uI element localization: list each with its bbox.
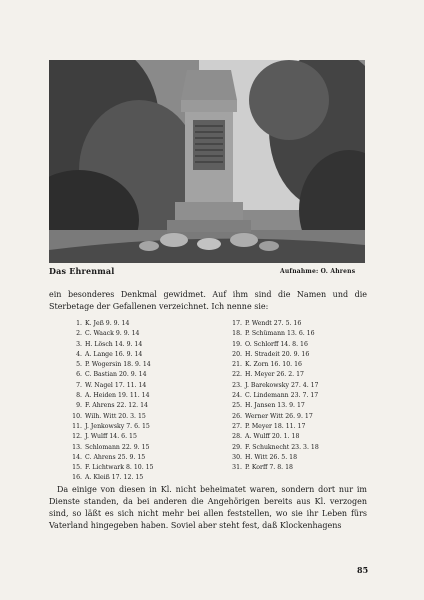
entry-number: 3. xyxy=(76,340,82,348)
name-entry xyxy=(68,350,208,360)
entry-number: 1. xyxy=(76,320,82,327)
name-entry xyxy=(228,453,368,463)
entry-name-date: K. Zorn 16. 10. 16 xyxy=(245,361,302,369)
entry-name-date: F. Schuknecht 23. 3. 18 xyxy=(245,443,319,451)
name-entry xyxy=(68,412,208,422)
name-entry xyxy=(228,350,368,360)
photo-credit: Aufnahme: O. Ahrens xyxy=(280,268,356,275)
entry-name-date: Wilh. Witt 20. 3. 15 xyxy=(85,412,146,420)
entry-name-date: J. Wulff 14. 6. 15 xyxy=(85,433,137,441)
entry-name-date: F. Lichtwark 8. 10. 15 xyxy=(85,464,154,472)
closing-paragraph xyxy=(49,484,367,532)
name-entry xyxy=(228,401,368,411)
entry-number: 17. xyxy=(232,320,242,327)
name-entry xyxy=(68,329,208,339)
entry-number: 31. xyxy=(232,464,242,472)
intro-text: ein besonderes Denkmal gewidmet. Auf ihm sind die Namen und die Sterbetage der Gefallenen verzeichnet. Ich nenne sie: xyxy=(49,290,367,311)
entry-number: 15. xyxy=(72,464,82,472)
entry-number: 23. xyxy=(232,381,242,389)
entry-name-date: J. Jenkowsky 7. 6. 15 xyxy=(85,422,150,430)
entry-name-date: Werner Witt 26. 9. 17 xyxy=(245,412,313,420)
entry-name-date: C. Waack 9. 9. 14 xyxy=(85,330,140,338)
entry-name-date: W. Nagel 17. 11. 14 xyxy=(85,381,147,389)
entry-name-date: J. Barekowsky 27. 4. 17 xyxy=(245,381,319,389)
name-entry xyxy=(68,319,208,329)
name-entry xyxy=(68,360,208,370)
name-entry xyxy=(68,401,208,411)
entry-name-date: H. Meyer 26. 2. 17 xyxy=(245,371,304,379)
entry-name-date: P. Korff 7. 8. 18 xyxy=(245,464,293,472)
name-entry xyxy=(228,360,368,370)
name-entry xyxy=(228,443,368,453)
entry-name-date: P. Wendt 27. 5. 16 xyxy=(245,320,302,327)
entry-number: 5. xyxy=(76,361,82,369)
entry-number: 21. xyxy=(232,361,242,369)
name-entry xyxy=(68,391,208,401)
name-entry xyxy=(228,463,368,473)
entry-number: 10. xyxy=(72,412,82,420)
entry-name-date: F. Ahrens 22. 12. 14 xyxy=(85,402,148,410)
entry-name-date: H. Jansen 13. 9. 17 xyxy=(245,402,305,410)
name-entry xyxy=(228,412,368,422)
entry-number: 26. xyxy=(232,412,242,420)
name-entry xyxy=(228,370,368,380)
entry-name-date: H. Stradeit 20. 9. 16 xyxy=(245,350,310,358)
photo-caption: Das Ehrenmal xyxy=(49,266,115,276)
entry-name-date: A. Wulff 20. 1. 18 xyxy=(245,433,300,441)
entry-name-date: P. Wogersin 18. 9. 14 xyxy=(85,361,151,369)
name-entry xyxy=(68,370,208,380)
entry-number: 2. xyxy=(76,330,82,338)
entry-name-date: K. Jeß 9. 9. 14 xyxy=(85,320,130,327)
name-entry xyxy=(228,391,368,401)
entry-number: 29. xyxy=(232,443,242,451)
name-entry xyxy=(228,381,368,391)
name-entry xyxy=(68,422,208,432)
names-list-right xyxy=(228,319,368,473)
entry-number: 18. xyxy=(232,330,242,338)
name-entry xyxy=(68,340,208,350)
name-entry xyxy=(68,443,208,453)
entry-number: 6. xyxy=(76,371,82,379)
names-list-left xyxy=(68,319,208,484)
name-entry xyxy=(228,432,368,442)
entry-name-date: Schlomann 22. 9. 15 xyxy=(85,443,150,451)
entry-number: 25. xyxy=(232,402,242,410)
name-entry xyxy=(228,340,368,350)
name-entry xyxy=(228,329,368,339)
intro-paragraph xyxy=(49,289,367,313)
entry-name-date: C. Ahrens 25. 9. 15 xyxy=(85,453,146,461)
closing-text: Da einige von diesen in Kl. nicht beheimatet waren, sondern dort nur im Dienste standen, da bei anderen die Angehörigen bereits aus Kl. verzogen sind, so läßt es sich nicht mehr bei allen feststellen, wo sie ihr Leben fürs Vaterland hingegeben haben. Soviel aber steht fest, daß Klockenhagens xyxy=(49,485,367,530)
memorial-photo xyxy=(49,60,365,263)
name-entry xyxy=(228,422,368,432)
page-number: 85 xyxy=(357,565,369,575)
entry-number: 11. xyxy=(72,422,82,430)
entry-number: 12. xyxy=(72,433,82,441)
entry-name-date: A. Lange 16. 9. 14 xyxy=(85,350,143,358)
entry-name-date: O. Schlorff 14. 8. 16 xyxy=(245,340,308,348)
entry-name-date: H. Lösch 14. 9. 14 xyxy=(85,340,143,348)
entry-number: 28. xyxy=(232,433,242,441)
name-entry xyxy=(68,453,208,463)
entry-number: 22. xyxy=(232,371,242,379)
entry-number: 9. xyxy=(76,402,82,410)
memorial-photo-drawing xyxy=(49,60,365,263)
entry-number: 30. xyxy=(232,453,242,461)
entry-number: 27. xyxy=(232,422,242,430)
name-entry xyxy=(68,463,208,473)
entry-number: 16. xyxy=(72,474,82,482)
entry-number: 20. xyxy=(232,350,242,358)
entry-name-date: A. Kleiß 17. 12. 15 xyxy=(85,474,144,482)
entry-name-date: P. Schümann 13. 6. 16 xyxy=(245,330,315,338)
name-entry xyxy=(68,432,208,442)
entry-number: 14. xyxy=(72,453,82,461)
entry-number: 19. xyxy=(232,340,242,348)
entry-number: 4. xyxy=(76,350,82,358)
entry-number: 24. xyxy=(232,392,242,400)
entry-name-date: C. Bastian 20. 9. 14 xyxy=(85,371,147,379)
entry-name-date: H. Witt 26. 5. 18 xyxy=(245,453,298,461)
name-entry xyxy=(68,381,208,391)
entry-number: 8. xyxy=(76,392,82,400)
name-entry xyxy=(228,319,368,329)
name-entry xyxy=(68,473,208,483)
entry-number: 13. xyxy=(72,443,82,451)
entry-name-date: P. Meyer 18. 11. 17 xyxy=(245,422,306,430)
entry-name-date: C. Lindemann 23. 7. 17 xyxy=(245,392,319,400)
entry-number: 7. xyxy=(76,381,82,389)
entry-name-date: A. Heiden 19. 11. 14 xyxy=(85,392,150,400)
